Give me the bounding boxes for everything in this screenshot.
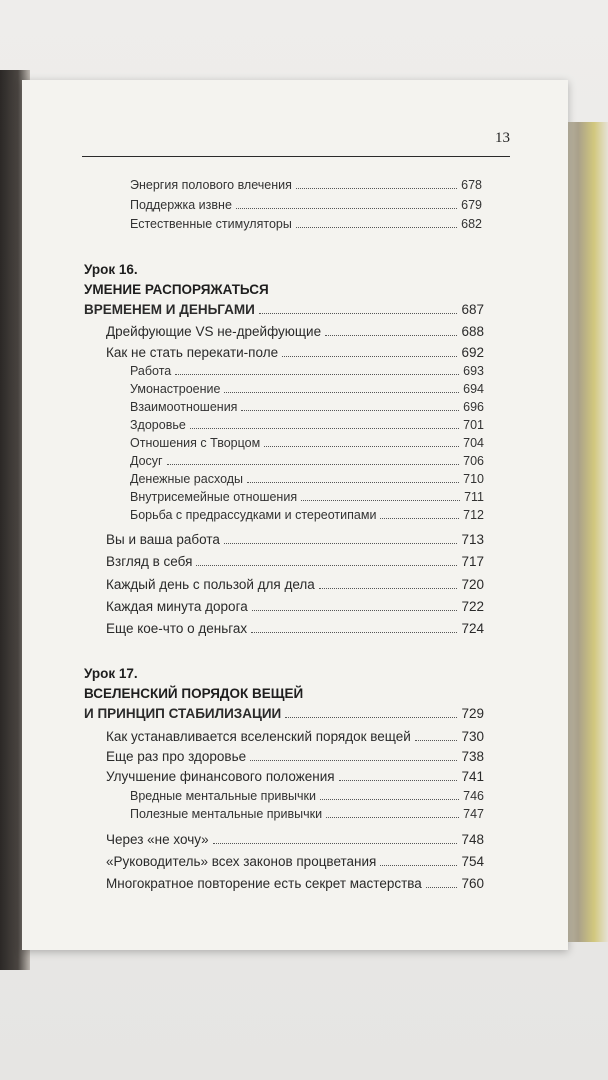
toc-entry-title: Дрейфующие VS не-дрейфующие	[106, 324, 322, 339]
toc-entry-title: Как устанавливается вселенский порядок вещей	[106, 729, 411, 744]
toc-entry-title: Работа	[130, 364, 172, 378]
leader-dots	[264, 446, 459, 447]
toc-entry	[106, 876, 484, 891]
leader-dots	[213, 843, 458, 844]
toc-subentry	[130, 454, 484, 468]
toc-entry	[106, 832, 484, 847]
leader-dots	[224, 392, 459, 393]
leader-dots	[380, 518, 459, 519]
leader-dots	[250, 760, 457, 761]
toc-entry-title: Досуг	[130, 454, 163, 468]
leader-dots	[415, 740, 458, 741]
toc-subentry	[130, 364, 484, 378]
toc-entry	[106, 729, 484, 744]
toc-entry-page: 711	[464, 490, 484, 504]
toc-entry	[106, 621, 484, 636]
toc-entry-page: 741	[461, 769, 484, 784]
toc-entry-page: 710	[463, 472, 484, 486]
lesson-label: Урок 17.	[84, 666, 138, 681]
toc-subentry	[130, 508, 484, 522]
leader-dots	[319, 588, 458, 589]
toc-entry-page: 687	[461, 302, 484, 317]
toc-entry	[130, 198, 482, 212]
toc-entry-page: 713	[461, 532, 484, 547]
toc-entry-page: 720	[461, 577, 484, 592]
toc-entry-title: Вы и ваша работа	[106, 532, 220, 547]
toc-entry-page: 693	[463, 364, 484, 378]
toc-entry-page: 746	[463, 789, 484, 803]
leader-dots	[196, 565, 457, 566]
toc-entry-page: 754	[461, 854, 484, 869]
leader-dots	[426, 887, 458, 888]
leader-dots	[252, 610, 458, 611]
toc-entry-page: 722	[461, 599, 484, 614]
toc-entry	[106, 749, 484, 764]
toc-entry-page: 678	[461, 178, 482, 192]
toc-subentry	[130, 490, 484, 504]
lesson-title-row	[84, 706, 484, 721]
leader-dots	[380, 865, 457, 866]
toc-entry	[106, 554, 484, 569]
leader-dots	[285, 717, 457, 718]
toc-entry	[106, 324, 484, 339]
leader-dots	[175, 374, 459, 375]
toc-subentry	[130, 382, 484, 396]
toc-entry-page: 682	[461, 217, 482, 231]
leader-dots	[190, 428, 459, 429]
toc-entry-page: 747	[463, 807, 484, 821]
leader-dots	[320, 799, 459, 800]
leader-dots	[301, 500, 460, 501]
toc-entry-title: Энергия полового влечения	[130, 178, 292, 192]
toc-entry-page: 729	[461, 706, 484, 721]
leader-dots	[167, 464, 460, 465]
toc-entry-title: «Руководитель» всех законов процветания	[106, 854, 377, 869]
toc-entry-page: 712	[463, 508, 484, 522]
toc-subentry	[130, 472, 484, 486]
toc-entry-page: 706	[463, 454, 484, 468]
toc-entry-title: Взаимоотношения	[130, 400, 238, 414]
toc-entry-title: Денежные расходы	[130, 472, 244, 486]
toc-entry	[130, 217, 482, 231]
toc-subentry	[130, 436, 484, 450]
leader-dots	[326, 817, 459, 818]
toc-entry-title: Как не стать перекати-поле	[106, 345, 279, 360]
toc-entry-title: Взгляд в себя	[106, 554, 193, 569]
toc-entry-page: 679	[461, 198, 482, 212]
toc-entry-title: Борьба с предрассудками и стереотипами	[130, 508, 377, 522]
toc-subentry	[130, 807, 484, 821]
toc-entry-page: 724	[461, 621, 484, 636]
leader-dots	[259, 313, 458, 314]
toc-entry-title: Еще кое-что о деньгах	[106, 621, 248, 636]
toc-entry-page: 688	[461, 324, 484, 339]
toc-entry-page: 730	[461, 729, 484, 744]
toc-entry-page: 694	[463, 382, 484, 396]
toc-entry	[130, 178, 482, 192]
leader-dots	[325, 335, 457, 336]
leader-dots	[296, 227, 457, 228]
toc-entry-page: 738	[461, 749, 484, 764]
toc-entry-title: Поддержка извне	[130, 198, 232, 212]
leader-dots	[296, 188, 457, 189]
toc-entry-title: Естественные стимуляторы	[130, 217, 292, 231]
leader-dots	[241, 410, 459, 411]
lesson-title: ВСЕЛЕНСКИЙ ПОРЯДОК ВЕЩЕЙ	[84, 686, 304, 701]
toc-entry	[106, 532, 484, 547]
lesson-label: Урок 16.	[84, 262, 138, 277]
toc-entry-page: 696	[463, 400, 484, 414]
lesson-title: ВРЕМЕНЕМ И ДЕНЬГАМИ	[84, 302, 255, 317]
toc-entry-page: 717	[461, 554, 484, 569]
toc-entry-page: 692	[461, 345, 484, 360]
toc-entry	[106, 769, 484, 784]
leader-dots	[339, 780, 458, 781]
lesson-title: И ПРИНЦИП СТАБИЛИЗАЦИИ	[84, 706, 282, 721]
page-number: 13	[495, 130, 510, 146]
leader-dots	[251, 632, 457, 633]
toc-entry-title: Полезные ментальные привычки	[130, 807, 323, 821]
toc-entry	[106, 577, 484, 592]
toc-entry-title: Каждая минута дорога	[106, 599, 248, 614]
toc-entry-page: 760	[461, 876, 484, 891]
lesson-title: УМЕНИЕ РАСПОРЯЖАТЬСЯ	[84, 282, 269, 297]
toc-entry	[106, 854, 484, 869]
leader-dots	[236, 208, 457, 209]
toc-entry	[106, 599, 484, 614]
leader-dots	[282, 356, 457, 357]
toc-entry-title: Здоровье	[130, 418, 186, 432]
toc-entry-title: Через «не хочу»	[106, 832, 209, 847]
toc-entry-title: Умонастроение	[130, 382, 221, 396]
toc-entry-page: 748	[461, 832, 484, 847]
leader-dots	[247, 482, 459, 483]
toc-entry-title: Вредные ментальные привычки	[130, 789, 316, 803]
toc-entry-title: Отношения с Творцом	[130, 436, 261, 450]
toc-entry-title: Улучшение финансового положения	[106, 769, 335, 784]
toc-entry	[106, 345, 484, 360]
leader-dots	[224, 543, 458, 544]
toc-entry-title: Еще раз про здоровье	[106, 749, 247, 764]
toc-subentry	[130, 418, 484, 432]
toc-subentry	[130, 400, 484, 414]
toc-entry-title: Многократное повторение есть секрет мастерства	[106, 876, 422, 891]
toc-subentry	[130, 789, 484, 803]
toc-entry-page: 701	[463, 418, 484, 432]
toc-entry-title: Каждый день с пользой для дела	[106, 577, 315, 592]
toc-entry-title: Внутрисемейные отношения	[130, 490, 298, 504]
toc-entry-page: 704	[463, 436, 484, 450]
lesson-title-row	[84, 302, 484, 317]
